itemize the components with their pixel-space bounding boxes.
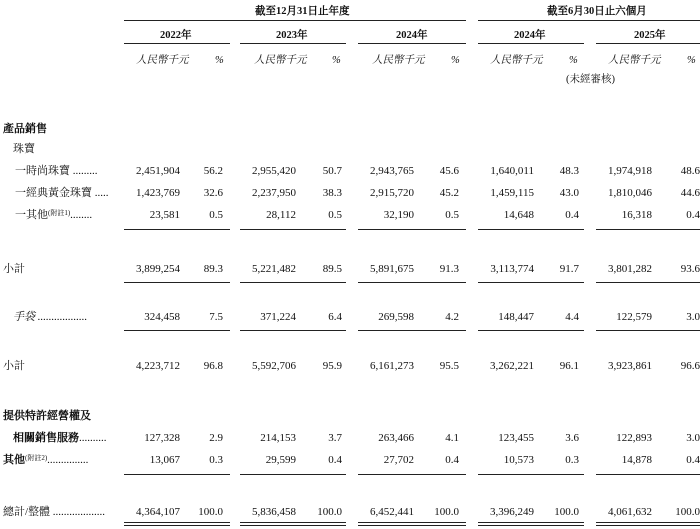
rule	[478, 474, 584, 475]
year-rule-2024	[358, 43, 466, 44]
rule	[596, 282, 700, 283]
unit-pct-2024: %	[451, 55, 460, 66]
cell: 14,878	[621, 454, 652, 466]
rule	[478, 330, 584, 331]
cell: 1,640,011	[490, 165, 534, 177]
cell: 10,573	[503, 454, 534, 466]
year-rule-2023	[240, 43, 346, 44]
group-rule-1	[124, 20, 466, 21]
double-rule	[358, 522, 466, 526]
cell: 14,648	[503, 209, 534, 221]
cell: 89.3	[203, 263, 223, 275]
cell: 122,579	[616, 311, 652, 323]
unit-rmb-2024: 人民幣千元	[372, 55, 425, 66]
cell: 214,153	[260, 432, 296, 444]
cell: 13,067	[149, 454, 180, 466]
unit-pct-2023: %	[332, 55, 341, 66]
cell: 32,190	[383, 209, 414, 221]
cell: 4,223,712	[136, 360, 180, 372]
cell: 263,466	[378, 432, 414, 444]
cell: 43.0	[559, 187, 579, 199]
rule	[240, 229, 346, 230]
cell: 100.0	[675, 506, 700, 518]
cell: 2,955,420	[252, 165, 296, 177]
cell: 123,455	[498, 432, 534, 444]
cell: 48.3	[559, 165, 579, 177]
year-header-2022: 2022年	[160, 30, 192, 41]
unit-pct-2022: %	[215, 55, 224, 66]
row-label-classic-gold: 一經典黃金珠寶 .....	[15, 187, 109, 199]
row-label-fashion-jewelry: 一時尚珠寶 .........	[15, 165, 98, 177]
rule	[478, 282, 584, 283]
cell: 122,893	[616, 432, 652, 444]
cell: 6,161,273	[370, 360, 414, 372]
row-label-subtotal-1: 小計	[3, 263, 25, 275]
cell: 0.4	[445, 454, 459, 466]
cell: 4,364,107	[136, 506, 180, 518]
unit-pct-2024-h1: %	[569, 55, 578, 66]
cell: 324,458	[144, 311, 180, 323]
cell: 3,899,254	[136, 263, 180, 275]
unit-rmb-2023: 人民幣千元	[254, 55, 307, 66]
double-rule	[240, 522, 346, 526]
cell: 0.4	[328, 454, 342, 466]
cell: 50.7	[322, 165, 342, 177]
cell: 0.3	[209, 454, 223, 466]
cell: 148,447	[498, 311, 534, 323]
cell: 95.5	[439, 360, 459, 372]
cell: 95.9	[322, 360, 342, 372]
cell: 96.6	[680, 360, 700, 372]
cell: 45.2	[439, 187, 459, 199]
row-label-franchise	[13, 432, 107, 445]
cell: 3.7	[328, 432, 342, 444]
rule	[478, 229, 584, 230]
cell: 4.4	[565, 311, 579, 323]
unaudited-note: (未經審核)	[566, 74, 615, 85]
cell: 23,581	[149, 209, 180, 221]
rule	[358, 229, 466, 230]
cell: 1,423,769	[136, 187, 180, 199]
franchise-label: 相關銷售服務	[13, 432, 79, 444]
cell: 5,592,706	[252, 360, 296, 372]
year-rule-2024-h1	[478, 43, 584, 44]
footnote-2: (附註2)	[25, 454, 48, 462]
cell: 0.3	[565, 454, 579, 466]
group-title-fiscal-year: 截至12月31日止年度	[255, 6, 350, 17]
cell: 3.0	[686, 432, 700, 444]
cell: 3,113,774	[490, 263, 534, 275]
cell: 0.5	[209, 209, 223, 221]
cell: 1,459,115	[490, 187, 534, 199]
year-header-2025-h1: 2025年	[634, 30, 666, 41]
cell: 28,112	[266, 209, 296, 221]
year-header-2023: 2023年	[276, 30, 308, 41]
year-rule-2025-h1	[596, 43, 700, 44]
cell: 4.2	[445, 311, 459, 323]
other-label: 一其他	[15, 209, 48, 221]
cell: 2,237,950	[252, 187, 296, 199]
cell: 0.4	[565, 209, 579, 221]
rule	[596, 474, 700, 475]
cell: 371,224	[260, 311, 296, 323]
section-franchise-line1: 提供特許經營權及	[3, 410, 91, 422]
cell: 45.6	[439, 165, 459, 177]
rule	[596, 330, 700, 331]
cell: 100.0	[554, 506, 579, 518]
cell: 5,836,458	[252, 506, 296, 518]
cell: 27,702	[383, 454, 414, 466]
cell: 48.6	[680, 165, 700, 177]
cell: 44.6	[680, 187, 700, 199]
section-jewelry: 珠寶	[13, 143, 35, 155]
section-product-sales: 產品銷售	[3, 123, 47, 135]
cell: 269,598	[378, 311, 414, 323]
cell: 5,221,482	[252, 263, 296, 275]
cell: 0.4	[686, 209, 700, 221]
cell: 16,318	[621, 209, 652, 221]
cell: 2.9	[209, 432, 223, 444]
row-label-handbags: 手袋 ..................	[13, 311, 88, 323]
cell: 3.6	[565, 432, 579, 444]
rule	[358, 474, 466, 475]
cell: 100.0	[198, 506, 223, 518]
cell: 100.0	[317, 506, 342, 518]
cell: 4,061,632	[608, 506, 652, 518]
unit-rmb-2025-h1: 人民幣千元	[608, 55, 661, 66]
cell: 1,974,918	[608, 165, 652, 177]
rule	[596, 229, 700, 230]
cell: 29,599	[265, 454, 296, 466]
cell: 96.1	[559, 360, 579, 372]
cell: 100.0	[434, 506, 459, 518]
cell: 6,452,441	[370, 506, 414, 518]
row-label-total: 總計/整體 ...................	[3, 506, 106, 518]
unit-rmb-2022: 人民幣千元	[136, 55, 189, 66]
double-rule	[124, 522, 230, 526]
cell: 2,451,904	[136, 165, 180, 177]
unit-pct-2025-h1: %	[687, 55, 696, 66]
row-label-others	[3, 454, 88, 468]
leader-dots: ...............	[47, 454, 89, 466]
cell: 3,923,861	[608, 360, 652, 372]
rule	[124, 474, 230, 475]
rule	[124, 282, 230, 283]
cell: 2,943,765	[370, 165, 414, 177]
group-rule-2	[478, 20, 700, 21]
cell: 3,396,249	[490, 506, 534, 518]
others-label: 其他	[3, 454, 25, 466]
double-rule	[478, 522, 584, 526]
rule	[240, 474, 346, 475]
row-label-subtotal-2: 小計	[3, 360, 25, 372]
rule	[124, 330, 230, 331]
cell: 127,328	[144, 432, 180, 444]
cell: 32.6	[203, 187, 223, 199]
group-title-six-months: 截至6月30日止六個月	[547, 6, 647, 17]
cell: 0.5	[445, 209, 459, 221]
cell: 0.5	[328, 209, 342, 221]
cell: 56.2	[203, 165, 223, 177]
double-rule	[596, 522, 700, 526]
rule	[124, 229, 230, 230]
year-rule-2022	[124, 43, 230, 44]
cell: 93.6	[680, 263, 700, 275]
cell: 91.3	[439, 263, 459, 275]
row-label-other-jewelry	[15, 209, 92, 223]
cell: 6.4	[328, 311, 342, 323]
year-header-2024: 2024年	[396, 30, 428, 41]
cell: 4.1	[445, 432, 459, 444]
rule	[240, 282, 346, 283]
cell: 7.5	[209, 311, 223, 323]
cell: 3.0	[686, 311, 700, 323]
cell: 89.5	[322, 263, 342, 275]
cell: 0.4	[686, 454, 700, 466]
cell: 2,915,720	[370, 187, 414, 199]
cell: 3,801,282	[608, 263, 652, 275]
leader-dots: ........	[70, 209, 93, 221]
rule	[358, 330, 466, 331]
cell: 91.7	[559, 263, 579, 275]
unit-rmb-2024-h1: 人民幣千元	[490, 55, 543, 66]
cell: 38.3	[322, 187, 342, 199]
rule	[358, 282, 466, 283]
rule	[240, 330, 346, 331]
year-header-2024-h1: 2024年	[514, 30, 546, 41]
leader-dots: ..........	[79, 432, 107, 444]
footnote-1: (附註1)	[48, 209, 71, 217]
cell: 96.8	[203, 360, 223, 372]
cell: 3,262,221	[490, 360, 534, 372]
cell: 1,810,046	[608, 187, 652, 199]
cell: 5,891,675	[370, 263, 414, 275]
